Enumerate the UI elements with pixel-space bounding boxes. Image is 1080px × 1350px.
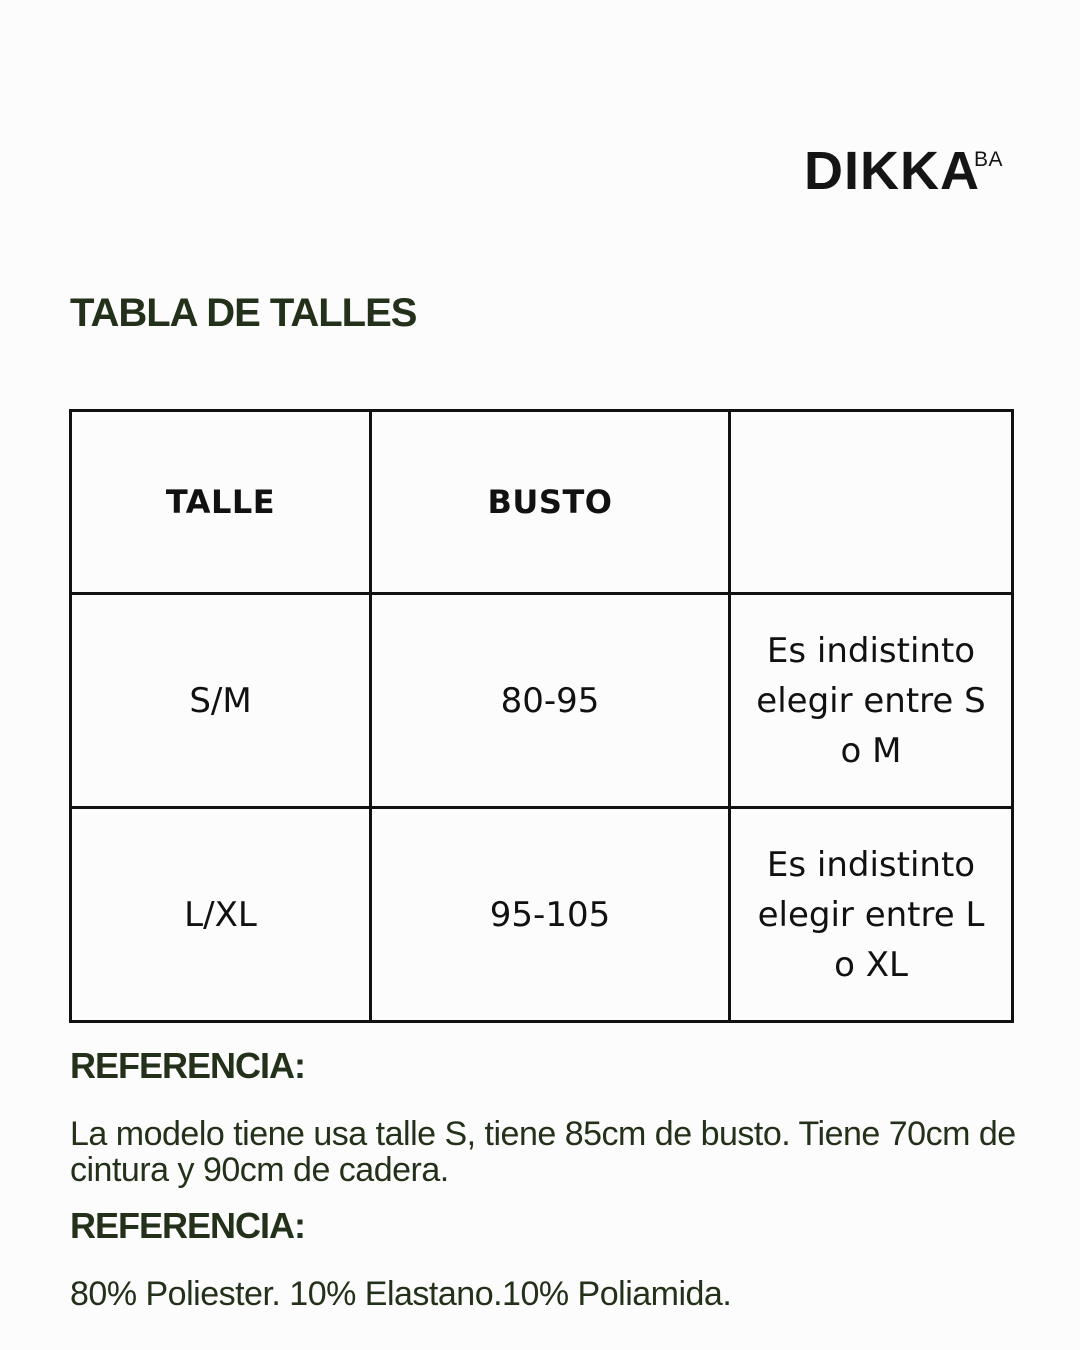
- table-row: [71, 594, 1013, 808]
- header-busto: BUSTO: [371, 411, 730, 594]
- note-text: Es indistinto elegir entre S o M: [756, 630, 986, 771]
- cell-note: [730, 808, 1013, 1022]
- cell-busto: 95-105: [371, 808, 730, 1022]
- brand-logo: [804, 140, 1004, 202]
- header-note: [730, 411, 1013, 594]
- table-header-row: [71, 411, 1013, 594]
- header-talle: TALLE: [71, 411, 371, 594]
- cell-talle: L/XL: [71, 808, 371, 1022]
- cell-talle: S/M: [71, 594, 371, 808]
- brand-name: DIKKA: [804, 141, 980, 201]
- note-text: Es indistinto elegir entre L o XL: [757, 844, 985, 985]
- page-title: TABLA DE TALLES: [70, 291, 417, 335]
- cell-note: [730, 594, 1013, 808]
- composition-text: 80% Poliester. 10% Elastano.10% Poliamida.: [70, 1275, 732, 1313]
- reference-heading: REFERENCIA:: [70, 1045, 306, 1086]
- composition-heading: REFERENCIA:: [70, 1205, 306, 1246]
- brand-superscript: BA: [974, 148, 1004, 171]
- table-row: [71, 808, 1013, 1022]
- reference-text: La modelo tiene usa talle S, tiene 85cm de busto. Tiene 70cm de cintura y 90cm de cadera.: [70, 1115, 1016, 1189]
- cell-busto: 80-95: [371, 594, 730, 808]
- size-table: [69, 409, 1014, 1023]
